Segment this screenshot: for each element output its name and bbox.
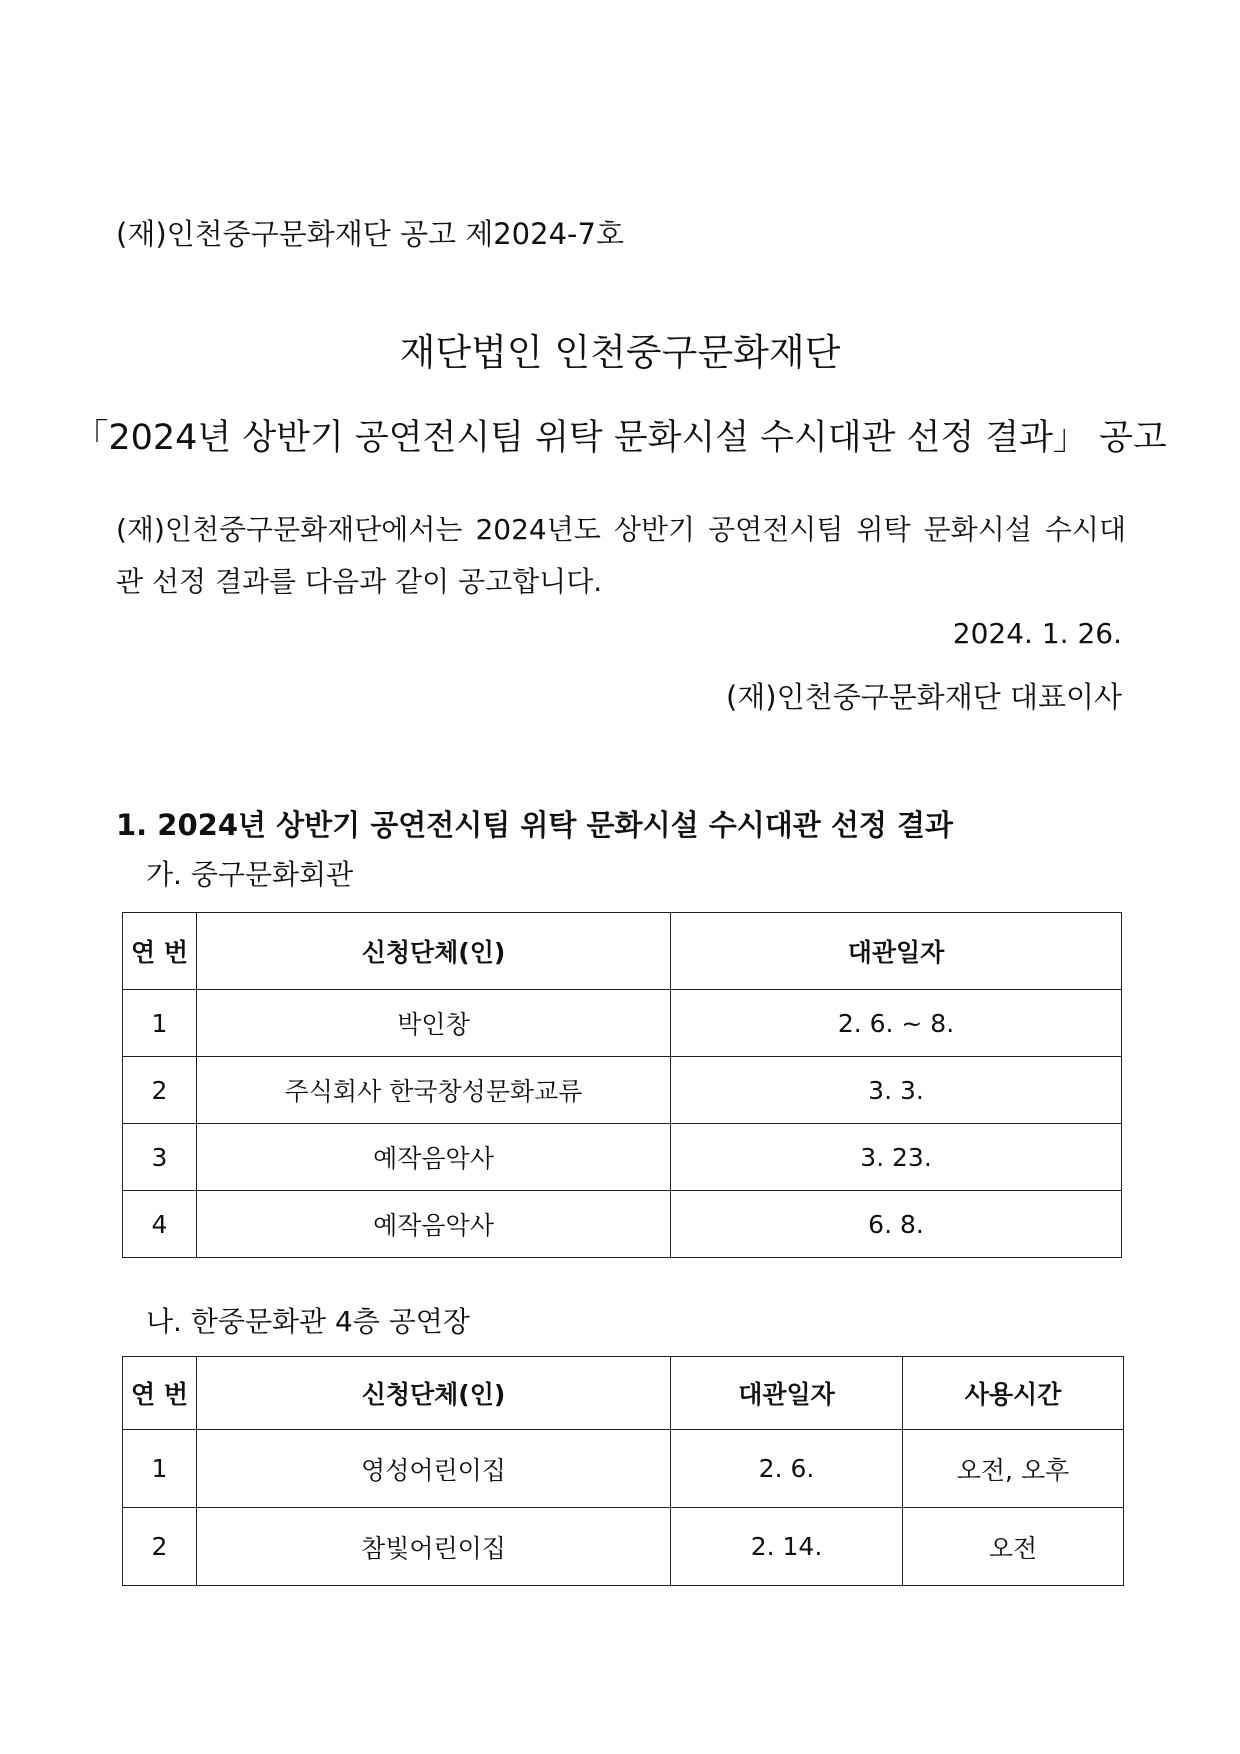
table-row bbox=[123, 1124, 1122, 1191]
cell-no: 2 bbox=[123, 1057, 197, 1124]
cell-applicant: 주식회사 한국창성문화교류 bbox=[197, 1057, 671, 1124]
document-title: 「2024년 상반기 공연전시팀 위탁 문화시설 수시대관 선정 결과」 공고 bbox=[73, 418, 1167, 458]
cell-no: 2 bbox=[123, 1508, 197, 1586]
rental-table-hanjung-hall bbox=[122, 1356, 1124, 1586]
signer: (재)인천중구문화재단 대표이사 bbox=[725, 680, 1122, 714]
cell-date: 2. 6. ~ 8. bbox=[671, 990, 1122, 1057]
cell-no: 3 bbox=[123, 1124, 197, 1191]
cell-date: 3. 23. bbox=[671, 1124, 1122, 1191]
header-applicant: 신청단체(인) bbox=[197, 1357, 671, 1430]
table-header-row bbox=[123, 1357, 1124, 1430]
notice-date: 2024. 1. 26. bbox=[952, 617, 1122, 650]
cell-date: 2. 14. bbox=[671, 1508, 903, 1586]
cell-no: 1 bbox=[123, 990, 197, 1057]
cell-usage-time: 오전, 오후 bbox=[903, 1430, 1124, 1508]
header-date: 대관일자 bbox=[671, 913, 1122, 990]
intro-paragraph: (재)인천중구문화재단에서는 2024년도 상반기 공연전시팀 위탁 문화시설 수시대관 선정 결과를 다음과 같이 공고합니다. bbox=[116, 513, 1126, 598]
cell-date: 3. 3. bbox=[671, 1057, 1122, 1124]
cell-applicant: 예작음악사 bbox=[197, 1124, 671, 1191]
header-date: 대관일자 bbox=[671, 1357, 903, 1430]
cell-no: 4 bbox=[123, 1191, 197, 1258]
table-row bbox=[123, 1508, 1124, 1586]
cell-date: 2. 6. bbox=[671, 1430, 903, 1508]
table-row bbox=[123, 1057, 1122, 1124]
cell-applicant: 박인창 bbox=[197, 990, 671, 1057]
table-row bbox=[123, 1430, 1124, 1508]
table-row bbox=[123, 1191, 1122, 1258]
notice-number: (재)인천중구문화재단 공고 제2024-7호 bbox=[116, 217, 624, 251]
table-header-row bbox=[123, 913, 1122, 990]
cell-date: 6. 8. bbox=[671, 1191, 1122, 1258]
cell-no: 1 bbox=[123, 1430, 197, 1508]
section-title: 1. 2024년 상반기 공연전시팀 위탁 문화시설 수시대관 선정 결과 bbox=[116, 808, 954, 842]
cell-applicant: 예작음악사 bbox=[197, 1191, 671, 1258]
header-applicant: 신청단체(인) bbox=[197, 913, 671, 990]
header-no: 연 번 bbox=[123, 1357, 197, 1430]
table-b-heading: 나. 한중문화관 4층 공연장 bbox=[146, 1305, 470, 1338]
cell-usage-time: 오전 bbox=[903, 1508, 1124, 1586]
cell-applicant: 참빛어린이집 bbox=[197, 1508, 671, 1586]
table-row bbox=[123, 990, 1122, 1057]
header-usage-time: 사용시간 bbox=[903, 1357, 1124, 1430]
organization-title: 재단법인 인천중구문화재단 bbox=[399, 331, 841, 374]
table-a-heading: 가. 중구문화회관 bbox=[146, 858, 354, 891]
cell-applicant: 영성어린이집 bbox=[197, 1430, 671, 1508]
header-no: 연 번 bbox=[123, 913, 197, 990]
rental-table-culture-hall bbox=[122, 912, 1122, 1258]
